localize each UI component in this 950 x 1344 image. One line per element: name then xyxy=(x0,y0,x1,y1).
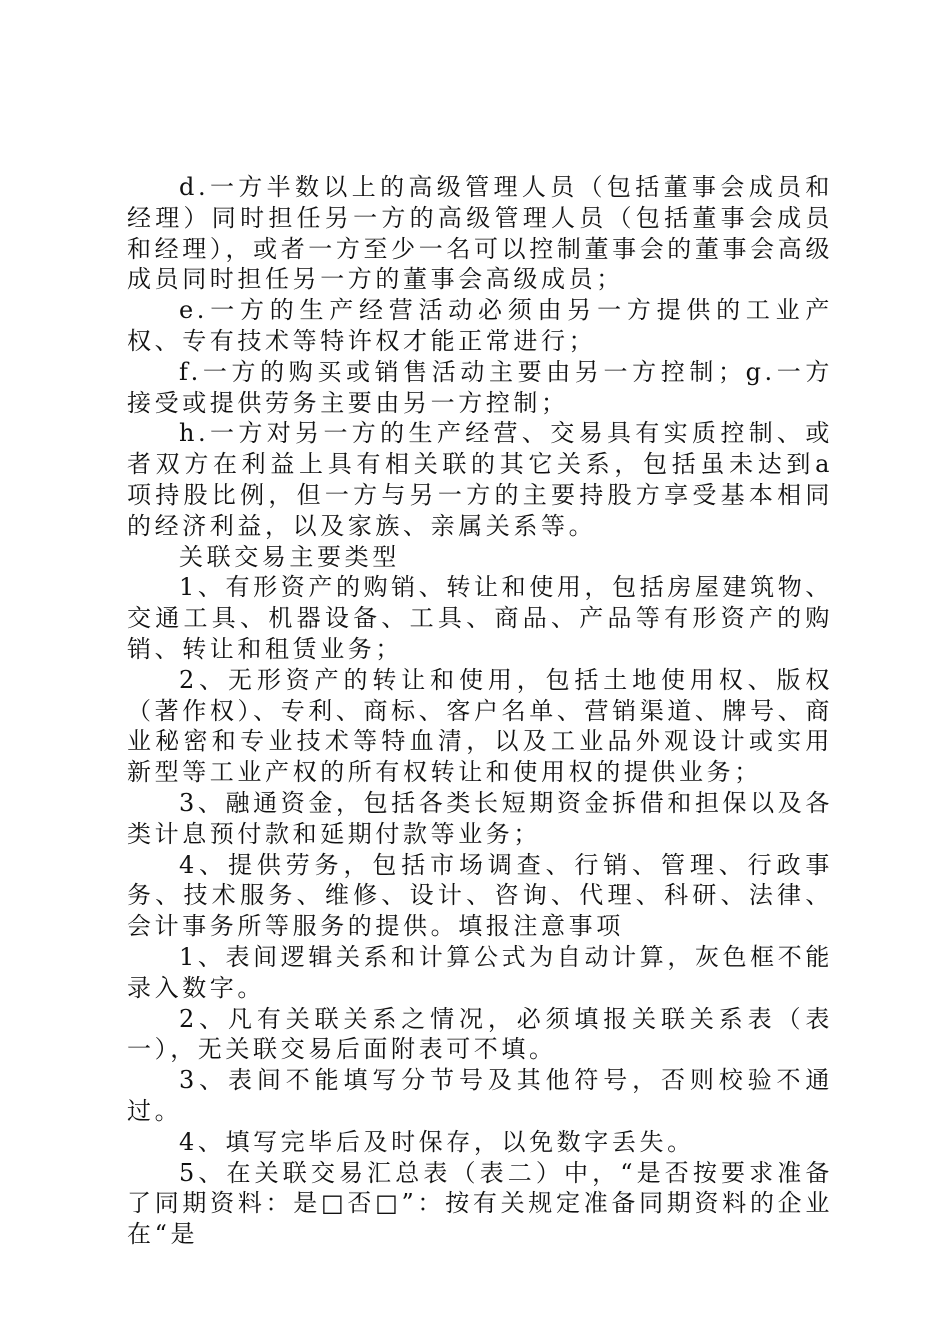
paragraph-type-1: 1、有形资产的购销、转让和使用，包括房屋建筑物、交通工具、机器设备、工具、商品、产品等有形资产的购销、转让和租赁业务； xyxy=(127,573,833,663)
paragraph-type-3: 3、融通资金，包括各类长短期资金拆借和担保以及各类计息预付款和延期付款等业务； xyxy=(127,788,833,848)
paragraph-e: e.一方的生产经营活动必须由另一方提供的工业产权、专有技术等特许权才能正常进行； xyxy=(127,296,833,355)
paragraph-type-2: 2、无形资产的转让和使用，包括土地使用权、版权（著作权）、专利、商标、客户名单、营销渠道、牌号、商业秘密和专业技术等特血清，以及工业品外观设计或实用新型等工业产权的所有权转让和使用权的提供业务； xyxy=(127,665,833,787)
paragraph-note-5: 5、在关联交易汇总表（表二）中，“是否按要求准备了同期资料：是□否□”：按有关规定准备同期资料的企业在“是 xyxy=(127,1158,833,1249)
paragraph-note-2: 2、凡有关联关系之情况，必须填报关联关系表（表一），无关联交易后面附表可不填。 xyxy=(127,1004,833,1064)
paragraph-note-3: 3、表间不能填写分节号及其他符号，否则校验不通过。 xyxy=(127,1066,833,1125)
paragraph-note-1: 1、表间逻辑关系和计算公式为自动计算，灰色框不能录入数字。 xyxy=(127,942,833,1002)
document-body xyxy=(127,172,833,1250)
paragraph-d: d.一方半数以上的高级管理人员（包括董事会成员和经理）同时担任另一方的高级管理人员（包括董事会成员和经理），或者一方至少一名可以控制董事会的董事会高级成员同时担任另一方的董事会高级成员； xyxy=(127,173,833,294)
section-heading-transaction-types: 关联交易主要类型 xyxy=(179,542,400,571)
paragraph-h: h.一方对另一方的生产经营、交易具有实质控制、或者双方在利益上具有相关联的其它关系，包括虽未达到a项持股比例，但一方与另一方的主要持股方享受基本相同的经济利益，以及家族、亲属关系等。 xyxy=(127,419,833,540)
paragraph-type-4: 4、提供劳务，包括市场调查、行销、管理、行政事务、技术服务、维修、设计、咨询、代理、科研、法律、会计事务所等服务的提供。填报注意事项 xyxy=(127,850,833,941)
paragraph-f-g: f.一方的购买或销售活动主要由另一方控制；g.一方接受或提供劳务主要由另一方控制； xyxy=(127,357,833,417)
paragraph-note-4: 4、填写完毕后及时保存，以免数字丢失。 xyxy=(179,1127,695,1156)
